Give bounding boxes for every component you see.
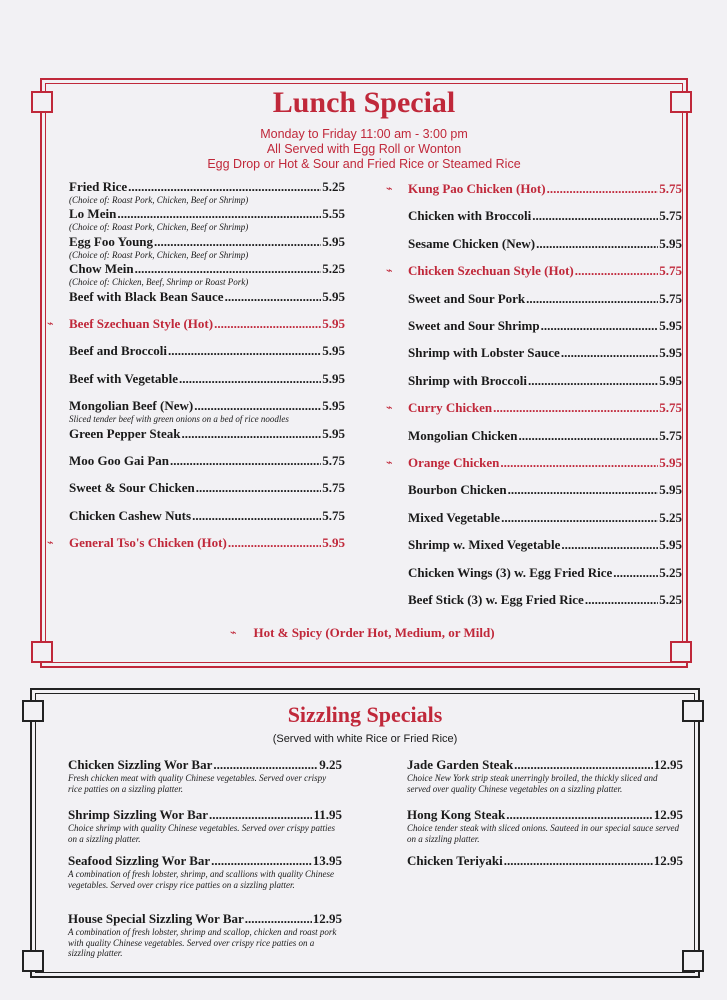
menu-item-description: A combination of fresh lobster, shrimp and scallop, chicken and roast pork with quality Chinese vegetables. Served over crispy rice patties on a sizzling platter. — [68, 927, 337, 958]
menu-item-name: Chicken Cashew Nuts — [69, 507, 192, 523]
menu-item — [68, 757, 342, 794]
menu-item-row — [407, 853, 683, 869]
menu-item — [408, 318, 682, 334]
menu-item-row — [408, 482, 682, 498]
leader-dots — [504, 853, 653, 869]
menu-item-name: Lo Mein — [69, 206, 117, 222]
menu-item-row — [69, 535, 345, 551]
leader-dots — [154, 234, 321, 250]
menu-item-row — [408, 592, 682, 608]
corner-ornament — [682, 950, 704, 972]
leader-dots — [168, 343, 321, 359]
menu-item-name: General Tso's Chicken (Hot) — [69, 535, 227, 551]
menu-item-row — [69, 371, 345, 387]
menu-item-name: Kung Pao Chicken (Hot) — [408, 181, 546, 196]
pepper-icon: ⌁ — [386, 457, 393, 469]
corner-ornament — [22, 700, 44, 722]
leader-dots — [170, 453, 321, 469]
menu-item-price: 12.95 — [653, 853, 683, 868]
menu-item-price: 9.25 — [319, 757, 342, 772]
menu-item-price: 5.25 — [322, 261, 345, 277]
menu-item — [69, 343, 345, 359]
menu-item — [386, 181, 682, 197]
menu-item-row — [68, 757, 342, 773]
corner-ornament — [682, 700, 704, 722]
menu-item — [69, 179, 345, 206]
leader-dots — [532, 208, 658, 224]
menu-item-price: 5.25 — [659, 564, 682, 580]
menu-item — [69, 289, 345, 305]
menu-item-name: Shrimp w. Mixed Vegetable — [408, 537, 561, 553]
menu-item — [408, 373, 682, 389]
menu-item-row — [408, 181, 682, 197]
menu-item-price: 5.75 — [322, 453, 345, 468]
menu-item-name: Chicken with Broccoli — [408, 208, 532, 224]
menu-item-row — [69, 316, 345, 332]
corner-ornament — [31, 641, 53, 663]
menu-item-price: 5.75 — [659, 400, 682, 416]
pepper-icon: ⌁ — [47, 537, 54, 550]
menu-item-row — [408, 373, 682, 389]
menu-item-price: 12.95 — [653, 807, 683, 822]
menu-item — [407, 757, 683, 794]
menu-item-name: Sweet and Sour Pork — [408, 290, 526, 306]
leader-dots — [501, 510, 658, 526]
menu-item-name: Fried Rice — [69, 179, 128, 194]
menu-item-price: 5.95 — [659, 235, 682, 251]
menu-item-row — [68, 807, 342, 823]
menu-item — [69, 398, 345, 425]
menu-item-price: 5.95 — [322, 535, 345, 551]
menu-item-price: 5.75 — [322, 507, 345, 523]
menu-item-price: 12.95 — [653, 757, 683, 772]
pepper-icon: ⌁ — [230, 627, 237, 639]
menu-item-price: 5.95 — [322, 425, 345, 441]
lunch-soup-rice: Egg Drop or Hot & Sour and Fried Rice or Steamed Rice — [207, 157, 521, 171]
lunch-special-title: Lunch Special — [272, 86, 456, 119]
menu-item-name: Beef and Broccoli — [69, 343, 167, 359]
menu-item — [69, 426, 345, 442]
menu-item — [69, 371, 345, 387]
menu-item-name: Chicken Sizzling Wor Bar — [68, 757, 213, 772]
menu-item-name: Beef with Vegetable — [69, 370, 179, 386]
leader-dots — [211, 853, 312, 869]
menu-item — [68, 807, 342, 844]
leader-dots — [526, 291, 658, 307]
menu-item-row — [408, 455, 682, 471]
menu-item-row — [68, 853, 342, 869]
menu-item-name: Seafood Sizzling Wor Bar — [68, 853, 211, 868]
menu-item-row — [69, 289, 345, 305]
menu-item-description: Choice New York strip steak unerringly broiled, the thickly sliced and served over quality Chinese vegetables on a sizzling platter. — [407, 773, 658, 794]
menu-item-row — [69, 480, 345, 496]
menu-item-description: A combination of fresh lobster, shrimp, and scallions with quality Chinese vegetables. Served over crispy rice patties on a sizzling platter. — [68, 869, 335, 890]
menu-item-name: Bourbon Chicken — [408, 482, 507, 498]
leader-dots — [192, 508, 321, 524]
menu-item-name: Mongolian Chicken — [408, 427, 518, 443]
pepper-icon: ⌁ — [386, 402, 393, 415]
menu-item-row — [408, 208, 682, 224]
menu-item-price: 5.95 — [322, 343, 345, 359]
menu-item-name: Beef Szechuan Style (Hot) — [69, 316, 214, 331]
menu-item-price: 5.95 — [659, 318, 682, 333]
menu-item-price: 5.95 — [659, 537, 682, 553]
lunch-served-with: All Served with Egg Roll or Wonton — [266, 142, 462, 156]
menu-item-row — [408, 428, 682, 444]
lunch-special-section — [40, 78, 688, 668]
menu-item — [408, 537, 682, 553]
menu-item — [408, 510, 682, 526]
menu-item-price: 5.95 — [322, 316, 345, 331]
menu-item-price: 5.75 — [659, 181, 682, 196]
menu-item-row — [408, 565, 682, 581]
menu-item-price: 5.95 — [322, 370, 345, 386]
sizzling-specials-section — [30, 688, 700, 978]
menu-item-price: 5.75 — [322, 480, 345, 496]
leader-dots — [585, 592, 658, 608]
menu-item — [408, 428, 682, 444]
leader-dots — [536, 236, 658, 252]
menu-item-name: Beef Stick (3) w. Egg Fried Rice — [408, 592, 584, 607]
menu-item — [408, 592, 682, 608]
menu-item-name: Jade Garden Steak — [407, 757, 514, 772]
menu-item — [408, 208, 682, 224]
menu-item — [407, 853, 683, 869]
menu-item-price: 5.55 — [322, 206, 345, 222]
corner-ornament — [670, 641, 692, 663]
menu-item — [69, 480, 345, 496]
leader-dots — [225, 289, 322, 305]
menu-item-name: Shrimp with Broccoli — [408, 372, 527, 388]
lunch-hours: Monday to Friday 11:00 am - 3:00 pm — [260, 127, 468, 141]
menu-item-row — [408, 236, 682, 252]
leader-dots — [575, 263, 659, 279]
menu-item-name: Green Pepper Steak — [69, 425, 181, 441]
menu-item-price: 5.95 — [322, 288, 345, 304]
menu-item-description: (Choice of: Roast Pork, Chicken, Beef or Shrimp) — [69, 222, 249, 233]
menu-item-price: 5.95 — [659, 455, 682, 470]
menu-item-description: (Choice of: Chicken, Beef, Shrimp or Roast Pork) — [69, 277, 249, 288]
menu-item-description: (Choice of: Roast Pork, Chicken, Beef or Shrimp) — [69, 249, 249, 260]
menu-item — [68, 853, 342, 890]
menu-item — [69, 234, 345, 261]
pepper-icon: ⌁ — [386, 265, 393, 278]
menu-item — [408, 236, 682, 252]
menu-item-row — [69, 261, 345, 277]
leader-dots — [541, 318, 659, 334]
menu-item — [386, 400, 682, 416]
leader-dots — [561, 345, 658, 361]
menu-item-price: 5.25 — [659, 509, 682, 525]
menu-item-price: 13.95 — [312, 853, 342, 868]
menu-item-description: Sliced tender beef with green onions on a bed of rice noodles — [69, 414, 289, 425]
sizzling-subtitle: (Served with white Rice or Fried Rice) — [272, 733, 458, 745]
menu-item — [386, 455, 682, 471]
menu-item-name: Chicken Teriyaki — [407, 853, 503, 868]
menu-item-name: Sweet and Sour Shrimp — [408, 318, 540, 333]
leader-dots — [506, 807, 653, 823]
menu-item-row — [408, 263, 682, 279]
menu-item-row — [408, 537, 682, 553]
menu-item-name: Shrimp with Lobster Sauce — [408, 345, 560, 361]
leader-dots — [181, 426, 321, 442]
menu-item-row — [407, 807, 683, 823]
leader-dots — [613, 565, 658, 581]
menu-item-price: 5.95 — [659, 372, 682, 388]
menu-item-price: 5.95 — [322, 398, 345, 414]
leader-dots — [547, 181, 659, 197]
menu-item-row — [408, 400, 682, 416]
leader-dots — [508, 482, 659, 498]
menu-item-description: Choice shrimp with quality Chinese vegetables. Served over crispy patties on a sizzling platter. — [68, 823, 335, 844]
menu-item-price: 5.75 — [659, 208, 682, 224]
menu-item — [69, 508, 345, 524]
menu-item-name: Egg Foo Young — [69, 233, 154, 249]
menu-item-description: Fresh chicken meat with quality Chinese vegetables. Served over crispy rice patties on a sizzling platter. — [68, 773, 327, 794]
menu-item-name: House Special Sizzling Wor Bar — [68, 911, 244, 926]
menu-item-name: Moo Goo Gai Pan — [69, 453, 170, 468]
menu-item-row — [69, 206, 345, 222]
menu-item-row — [69, 426, 345, 442]
menu-item-row — [69, 234, 345, 250]
menu-item-price: 5.75 — [659, 263, 682, 279]
leader-dots — [117, 206, 321, 222]
leader-dots — [194, 398, 321, 414]
leader-dots — [128, 179, 321, 195]
leader-dots — [228, 535, 321, 551]
leader-dots — [514, 757, 653, 773]
menu-item-row — [408, 318, 682, 334]
pepper-icon: ⌁ — [47, 318, 54, 330]
menu-item — [68, 911, 342, 959]
menu-item-name: Chicken Szechuan Style (Hot) — [408, 263, 574, 279]
menu-item — [47, 316, 345, 332]
menu-item-name: Chicken Wings (3) w. Egg Fried Rice — [408, 564, 613, 580]
menu-item-description: (Choice of: Roast Pork, Chicken, Beef or Shrimp) — [69, 195, 249, 205]
menu-item — [69, 206, 345, 233]
menu-item-row — [68, 911, 342, 927]
leader-dots — [528, 373, 658, 389]
leader-dots — [245, 911, 312, 927]
menu-item — [408, 482, 682, 498]
menu-item-name: Mongolian Beef (New) — [69, 398, 194, 414]
leader-dots — [179, 371, 321, 387]
sizzling-title: Sizzling Specials — [287, 702, 443, 727]
menu-item-price: 12.95 — [312, 911, 342, 926]
menu-item-price: 5.95 — [322, 233, 345, 249]
leader-dots — [196, 480, 321, 496]
menu-item-row — [69, 343, 345, 359]
menu-item-price: 5.95 — [659, 482, 682, 498]
menu-item-name: Beef with Black Bean Sauce — [69, 288, 224, 304]
leader-dots — [135, 261, 322, 277]
menu-item-row — [408, 510, 682, 526]
leader-dots — [209, 807, 312, 823]
menu-item-row — [69, 398, 345, 414]
menu-item-name: Hong Kong Steak — [407, 807, 506, 822]
menu-item-price: 5.75 — [659, 427, 682, 443]
menu-item — [407, 807, 683, 844]
menu-item-row — [408, 345, 682, 361]
menu-item-price: 5.95 — [659, 345, 682, 361]
leader-dots — [500, 455, 658, 471]
pepper-icon: ⌁ — [386, 183, 393, 195]
menu-item-row — [408, 291, 682, 307]
leader-dots — [214, 316, 321, 332]
menu-item-name: Curry Chicken — [408, 400, 493, 416]
menu-item-price: 5.25 — [322, 179, 345, 194]
menu-item-price: 11.95 — [313, 807, 342, 822]
menu-item-price: 5.75 — [659, 290, 682, 306]
corner-ornament — [22, 950, 44, 972]
menu-item — [408, 565, 682, 581]
menu-item — [69, 261, 345, 288]
menu-item-name: Mixed Vegetable — [408, 509, 501, 525]
menu-item-name: Sesame Chicken (New) — [408, 235, 536, 251]
menu-item-row — [69, 179, 345, 195]
corner-ornament — [31, 91, 53, 113]
menu-item-name: Shrimp Sizzling Wor Bar — [68, 807, 209, 822]
hot-spicy-note: Hot & Spicy (Order Hot, Medium, or Mild) — [253, 625, 495, 640]
menu-item — [69, 453, 345, 469]
menu-item-name: Sweet & Sour Chicken — [69, 480, 195, 496]
menu-item-row — [69, 453, 345, 469]
leader-dots — [518, 428, 658, 444]
menu-item — [408, 345, 682, 361]
menu-item — [408, 291, 682, 307]
menu-item — [386, 263, 682, 279]
menu-item — [47, 535, 345, 551]
menu-item-name: Orange Chicken — [408, 455, 500, 470]
corner-ornament — [670, 91, 692, 113]
menu-item-price: 5.25 — [659, 592, 682, 607]
menu-item-description: Choice tender steak with sliced onions. Sauteed in our special sauce served on a sizzling platter. — [407, 823, 679, 844]
leader-dots — [493, 400, 658, 416]
menu-item-name: Chow Mein — [69, 261, 134, 277]
leader-dots — [561, 537, 658, 553]
menu-item-row — [69, 508, 345, 524]
menu-item-row — [407, 757, 683, 773]
leader-dots — [213, 757, 318, 773]
